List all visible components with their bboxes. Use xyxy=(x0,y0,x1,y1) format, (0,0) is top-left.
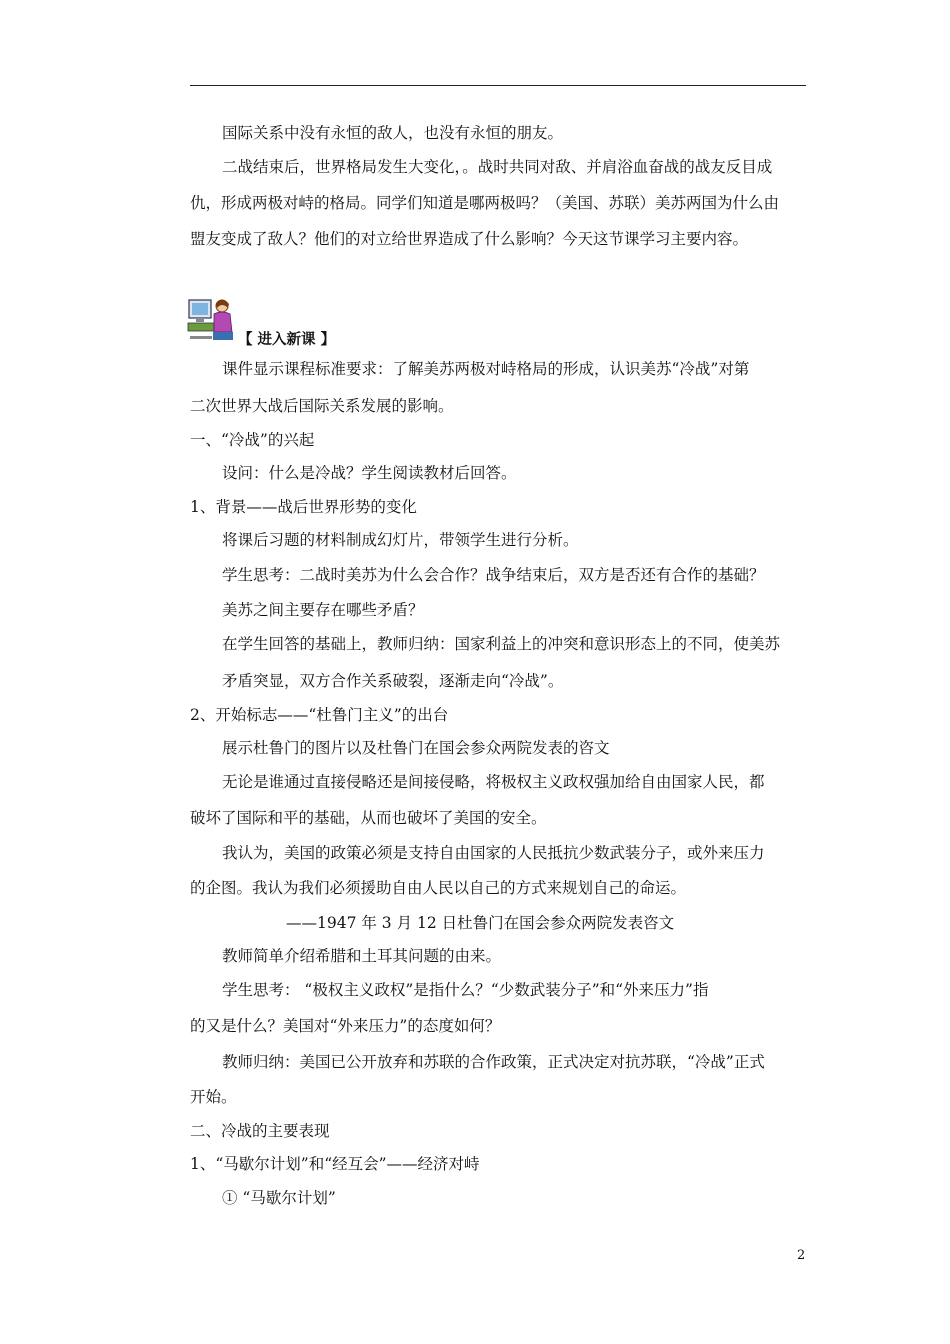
paragraph-line: 在学生回答的基础上，教师归纳：国家利益上的冲突和意识形态上的不同，使美苏 xyxy=(222,635,781,653)
paragraph-line: 的又是什么？美国对“外来压力”的态度如何？ xyxy=(190,1017,501,1035)
paragraph-line: 学生思考：二战时美苏为什么会合作？战争结束后，双方是否还有合作的基础？ xyxy=(222,566,765,584)
paragraph-line: 国际关系中没有永恒的敌人，也没有永恒的朋友。 xyxy=(222,124,564,142)
paragraph-line: 设问：什么是冷战？学生阅读教材后回答。 xyxy=(222,464,517,482)
heading-line: 1、“马歇尔计划”和“经互会”——经济对峙 xyxy=(190,1155,480,1173)
page-number: 2 xyxy=(797,1248,806,1263)
header-rule xyxy=(190,85,806,86)
paragraph-line: 美苏之间主要存在哪些矛盾？ xyxy=(222,601,424,619)
heading-line: 一、“冷战”的兴起 xyxy=(190,431,315,449)
heading-line: 1、背景——战后世界形势的变化 xyxy=(190,498,417,516)
paragraph-line: 学生思考： “极权主义政权”是指什么？“少数武装分子”和“外来压力”指 xyxy=(222,981,709,999)
heading-line: 2、开始标志——“杜鲁门主义”的出台 xyxy=(190,706,449,724)
heading-line: ① “马歇尔计划” xyxy=(222,1189,336,1207)
paragraph-line: 开始。 xyxy=(190,1088,237,1106)
paragraph-line: 矛盾突显，双方合作关系破裂，逐渐走向“冷战”。 xyxy=(222,672,564,690)
paragraph-line: 将课后习题的材料制成幻灯片，带领学生进行分析。 xyxy=(222,531,579,549)
paragraph-line: 盟友变成了敌人？他们的对立给世界造成了什么影响？今天这节课学习主要内容。 xyxy=(190,230,749,248)
paragraph-line: 二战结束后，世界格局发生大变化，。战时共同对敌、并肩浴血奋战的战友反目成 xyxy=(222,158,773,176)
paragraph-line: 教师归纳：美国已公开放弃和苏联的合作政策，正式决定对抗苏联，“冷战”正式 xyxy=(222,1053,765,1071)
computer-user-icon xyxy=(186,296,234,344)
paragraph-line: 教师简单介绍希腊和土耳其问题的由来。 xyxy=(222,947,502,965)
quote-line: 的企图。我认为我们必须援助自由人民以自己的方式来规划自己的命运。 xyxy=(190,879,687,897)
paragraph-line: 课件显示课程标准要求：了解美苏两极对峙格局的形成，认识美苏“冷战”对第 xyxy=(222,360,750,378)
quote-line: 我认为，美国的政策必须是支持自由国家的人民抵抗少数武装分子，或外来压力 xyxy=(222,844,765,862)
quote-line: 破坏了国际和平的基础，从而也破坏了美国的安全。 xyxy=(190,809,547,827)
heading-line: 二、冷战的主要表现 xyxy=(190,1122,330,1140)
paragraph-line: 二次世界大战后国际关系发展的影响。 xyxy=(190,397,454,415)
section-heading: 【 进入新课 】 xyxy=(238,332,336,348)
paragraph-line: 仇，形成两极对峙的格局。同学们知道是哪两极吗？（美国、苏联）美苏两国为什么由 xyxy=(190,194,780,212)
quote-line: 无论是谁通过直接侵略还是间接侵略，将极权主义政权强加给自由国家人民，都 xyxy=(222,773,765,791)
quote-attribution: ——1947 年 3 月 12 日杜鲁门在国会参众两院发表咨文 xyxy=(286,914,675,932)
paragraph-line: 展示杜鲁门的图片以及杜鲁门在国会参众两院发表的咨文 xyxy=(222,739,610,757)
